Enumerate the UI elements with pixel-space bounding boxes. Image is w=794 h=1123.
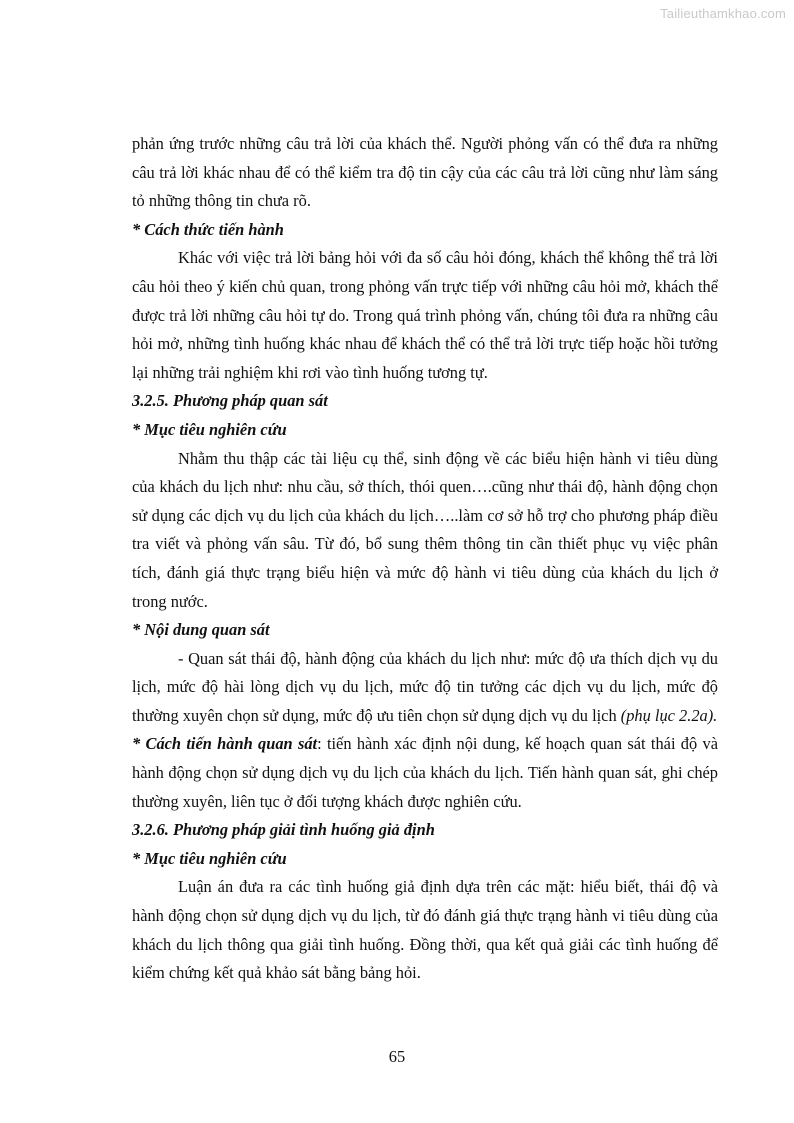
section-heading-observation-method: 3.2.5. Phương pháp quan sát: [132, 391, 328, 411]
heading-research-objective-situations: * Mục tiêu nghiên cứu: [132, 848, 287, 868]
paragraph-situations-objective: Luận án đưa ra các tình huống giả định dựa trên các mặt: hiểu biết, thái độ và hành động chọn sử dụng dịch vụ du lịch, từ đó đánh giá thực trạng hành vi tiêu dùng của khách du lịch thông qua giải tình huống. Đồng thời, qua kết quả giải các tình huống để kiểm chứng kết quả khảo sát bằng bảng hỏi.: [132, 877, 718, 983]
section-heading-hypothetical-situations: 3.2.6. Phương pháp giải tình huống giả định: [132, 820, 435, 840]
paragraph-interview-answers: phản ứng trước những câu trả lời của khách thể. Người phỏng vấn có thể đưa ra những câu trả lời khác nhau để có thể kiểm tra độ tin cậy của các câu trả lời cũng như làm sáng tỏ những thông tin chưa rõ.: [132, 134, 718, 211]
observation-content-text: - Quan sát thái độ, hành động của khách du lịch như: mức độ ưa thích dịch vụ du lịch, mức độ hài lòng dịch vụ du lịch, mức độ tin tưởng các dịch vụ du lịch, mức độ thường xuyên chọn sử dụng, mức độ ưu tiên chọn sử dụng dịch vụ du lịch: [132, 648, 718, 725]
paragraph-observation-procedure: [132, 730, 718, 816]
page-body: [132, 130, 718, 988]
paragraph-observation-content: [132, 645, 718, 731]
watermark: Tailieuthamkhao.com: [660, 6, 786, 21]
observation-procedure-label: * Cách tiến hành quan sát: [132, 734, 318, 754]
paragraph-observation-objective: Nhằm thu thập các tài liệu cụ thể, sinh động về các biểu hiện hành vi tiêu dùng của khách du lịch như: nhu cầu, sở thích, thói quen….cũng như thái độ, hành động chọn sử dụng các dịch vụ du lịch của khách du lịch…..làm cơ sở hỗ trợ cho phương pháp điều tra viết và phỏng vấn sâu. Từ đó, bổ sung thêm thông tin cần thiết phục vụ việc phân tích, đánh giá thực trạng biểu hiện và mức độ hành vi tiêu dùng của khách du lịch ở trong nước.: [132, 448, 718, 611]
heading-research-objective-observation: * Mục tiêu nghiên cứu: [132, 419, 287, 439]
heading-observation-content: * Nội dung quan sát: [132, 620, 270, 640]
heading-method-procedure: * Cách thức tiến hành: [132, 219, 284, 239]
page-number: 65: [388, 1047, 406, 1066]
paragraph-interview-procedure: Khác với việc trả lời bảng hỏi với đa số câu hỏi đóng, khách thể không thể trả lời câu hỏi theo ý kiến chủ quan, trong phỏng vấn trực tiếp với những câu hỏi mở, khách thể được trả lời những câu hỏi tự do. Trong quá trình phỏng vấn, chúng tôi đưa ra những câu hỏi mở, những tình huống khác nhau để khách thể có thể trả lời trực tiếp hoặc hồi tưởng lại những trải nghiệm khi rơi vào tình huống tương tự.: [132, 248, 718, 382]
observation-procedure-text: : tiến hành xác định nội dung, kế hoạch quan sát thái độ và hành động chọn sử dụng dịch vụ du lịch của khách du lịch. Tiến hành quan sát, ghi chép thường xuyên, liên tục ở đối tượng khách được nghiên cứu.: [132, 734, 718, 811]
appendix-reference: (phụ lục 2.2a).: [620, 705, 718, 725]
